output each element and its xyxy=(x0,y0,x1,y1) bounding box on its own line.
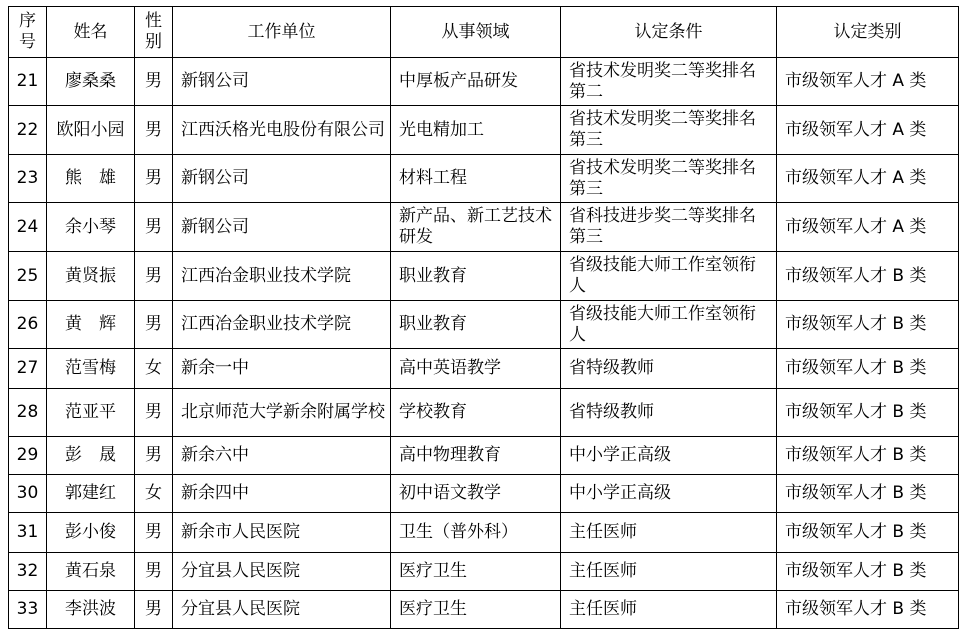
cell-field: 职业教育 xyxy=(391,301,561,349)
cell-category: 市级领军人才 B 类 xyxy=(777,389,959,437)
cell-category: 市级领军人才 B 类 xyxy=(777,349,959,389)
cell-category: 市级领军人才 B 类 xyxy=(777,513,959,553)
table-row xyxy=(9,591,959,629)
table-row xyxy=(9,155,959,203)
cell-condition: 省特级教师 xyxy=(561,389,777,437)
cell-sex: 男 xyxy=(135,437,173,475)
cell-sex: 男 xyxy=(135,389,173,437)
cell-category: 市级领军人才 B 类 xyxy=(777,475,959,513)
cell-field: 职业教育 xyxy=(391,252,561,301)
cell-unit: 江西冶金职业技术学院 xyxy=(173,252,391,301)
cell-unit: 江西冶金职业技术学院 xyxy=(173,301,391,349)
cell-field: 医疗卫生 xyxy=(391,591,561,629)
header-category: 认定类别 xyxy=(777,7,959,58)
table-row xyxy=(9,252,959,301)
cell-condition: 主任医师 xyxy=(561,513,777,553)
header-unit: 工作单位 xyxy=(173,7,391,58)
cell-name: 廖桑桑 xyxy=(47,58,135,106)
cell-category: 市级领军人才 A 类 xyxy=(777,106,959,155)
cell-num: 23 xyxy=(9,155,47,203)
cell-sex: 男 xyxy=(135,155,173,203)
cell-sex: 男 xyxy=(135,203,173,252)
cell-name: 余小琴 xyxy=(47,203,135,252)
cell-sex: 男 xyxy=(135,58,173,106)
header-sex xyxy=(135,7,173,58)
header-num-line1: 序 xyxy=(19,11,36,31)
cell-category: 市级领军人才 A 类 xyxy=(777,58,959,106)
cell-name: 黄 辉 xyxy=(47,301,135,349)
cell-category: 市级领军人才 B 类 xyxy=(777,437,959,475)
cell-unit: 北京师范大学新余附属学校 xyxy=(173,389,391,437)
cell-condition: 省科技进步奖二等奖排名第三 xyxy=(561,203,777,252)
cell-unit: 江西沃格光电股份有限公司 xyxy=(173,106,391,155)
cell-field: 高中物理教育 xyxy=(391,437,561,475)
cell-condition: 中小学正高级 xyxy=(561,475,777,513)
cell-category: 市级领军人才 B 类 xyxy=(777,591,959,629)
cell-num: 31 xyxy=(9,513,47,553)
cell-field: 学校教育 xyxy=(391,389,561,437)
cell-sex: 男 xyxy=(135,591,173,629)
cell-sex: 男 xyxy=(135,553,173,591)
header-name: 姓名 xyxy=(47,7,135,58)
table-row xyxy=(9,349,959,389)
header-num xyxy=(9,7,47,58)
cell-unit: 新余六中 xyxy=(173,437,391,475)
cell-sex: 女 xyxy=(135,475,173,513)
cell-num: 27 xyxy=(9,349,47,389)
cell-category: 市级领军人才 B 类 xyxy=(777,553,959,591)
table-row xyxy=(9,437,959,475)
cell-unit: 新余市人民医院 xyxy=(173,513,391,553)
cell-name: 范雪梅 xyxy=(47,349,135,389)
cell-name: 熊 雄 xyxy=(47,155,135,203)
cell-field: 初中语文教学 xyxy=(391,475,561,513)
cell-name: 彭小俊 xyxy=(47,513,135,553)
cell-num: 29 xyxy=(9,437,47,475)
table-body xyxy=(9,58,959,629)
talent-table xyxy=(8,6,959,629)
cell-condition: 省技术发明奖二等奖排名第三 xyxy=(561,106,777,155)
cell-unit: 分宜县人民医院 xyxy=(173,591,391,629)
table-row xyxy=(9,513,959,553)
cell-num: 25 xyxy=(9,252,47,301)
cell-num: 32 xyxy=(9,553,47,591)
cell-field: 卫生（普外科） xyxy=(391,513,561,553)
cell-unit: 新余一中 xyxy=(173,349,391,389)
cell-sex: 女 xyxy=(135,349,173,389)
table-row xyxy=(9,58,959,106)
cell-num: 24 xyxy=(9,203,47,252)
cell-condition: 省技术发明奖二等奖排名第二 xyxy=(561,58,777,106)
cell-unit: 新余四中 xyxy=(173,475,391,513)
cell-num: 22 xyxy=(9,106,47,155)
cell-condition: 省级技能大师工作室领衔人 xyxy=(561,252,777,301)
cell-name: 黄石泉 xyxy=(47,553,135,591)
cell-name: 范亚平 xyxy=(47,389,135,437)
table-row xyxy=(9,389,959,437)
talent-table-container xyxy=(8,6,959,629)
cell-unit: 新钢公司 xyxy=(173,155,391,203)
cell-field: 中厚板产品研发 xyxy=(391,58,561,106)
cell-sex: 男 xyxy=(135,301,173,349)
cell-name: 郭建红 xyxy=(47,475,135,513)
table-row xyxy=(9,475,959,513)
cell-num: 28 xyxy=(9,389,47,437)
cell-sex: 男 xyxy=(135,106,173,155)
cell-field: 新产品、新工艺技术研发 xyxy=(391,203,561,252)
table-row xyxy=(9,553,959,591)
cell-category: 市级领军人才 A 类 xyxy=(777,203,959,252)
cell-name: 彭 晟 xyxy=(47,437,135,475)
cell-name: 黄贤振 xyxy=(47,252,135,301)
header-row xyxy=(9,7,959,58)
cell-condition: 省级技能大师工作室领衔人 xyxy=(561,301,777,349)
header-sex-line2: 别 xyxy=(145,32,162,52)
header-condition: 认定条件 xyxy=(561,7,777,58)
cell-field: 医疗卫生 xyxy=(391,553,561,591)
cell-category: 市级领军人才 A 类 xyxy=(777,155,959,203)
cell-num: 33 xyxy=(9,591,47,629)
cell-field: 光电精加工 xyxy=(391,106,561,155)
cell-unit: 分宜县人民医院 xyxy=(173,553,391,591)
cell-category: 市级领军人才 B 类 xyxy=(777,252,959,301)
header-num-line2: 号 xyxy=(19,32,36,52)
cell-condition: 省技术发明奖二等奖排名第三 xyxy=(561,155,777,203)
cell-condition: 中小学正高级 xyxy=(561,437,777,475)
cell-unit: 新钢公司 xyxy=(173,203,391,252)
cell-name: 李洪波 xyxy=(47,591,135,629)
cell-condition: 省特级教师 xyxy=(561,349,777,389)
cell-num: 26 xyxy=(9,301,47,349)
cell-category: 市级领军人才 B 类 xyxy=(777,301,959,349)
cell-condition: 主任医师 xyxy=(561,591,777,629)
table-row xyxy=(9,203,959,252)
cell-sex: 男 xyxy=(135,252,173,301)
cell-sex: 男 xyxy=(135,513,173,553)
cell-field: 材料工程 xyxy=(391,155,561,203)
cell-unit: 新钢公司 xyxy=(173,58,391,106)
cell-num: 21 xyxy=(9,58,47,106)
table-row xyxy=(9,106,959,155)
header-field: 从事领域 xyxy=(391,7,561,58)
cell-condition: 主任医师 xyxy=(561,553,777,591)
header-sex-line1: 性 xyxy=(145,11,162,31)
cell-field: 高中英语教学 xyxy=(391,349,561,389)
table-row xyxy=(9,301,959,349)
cell-name: 欧阳小园 xyxy=(47,106,135,155)
cell-num: 30 xyxy=(9,475,47,513)
